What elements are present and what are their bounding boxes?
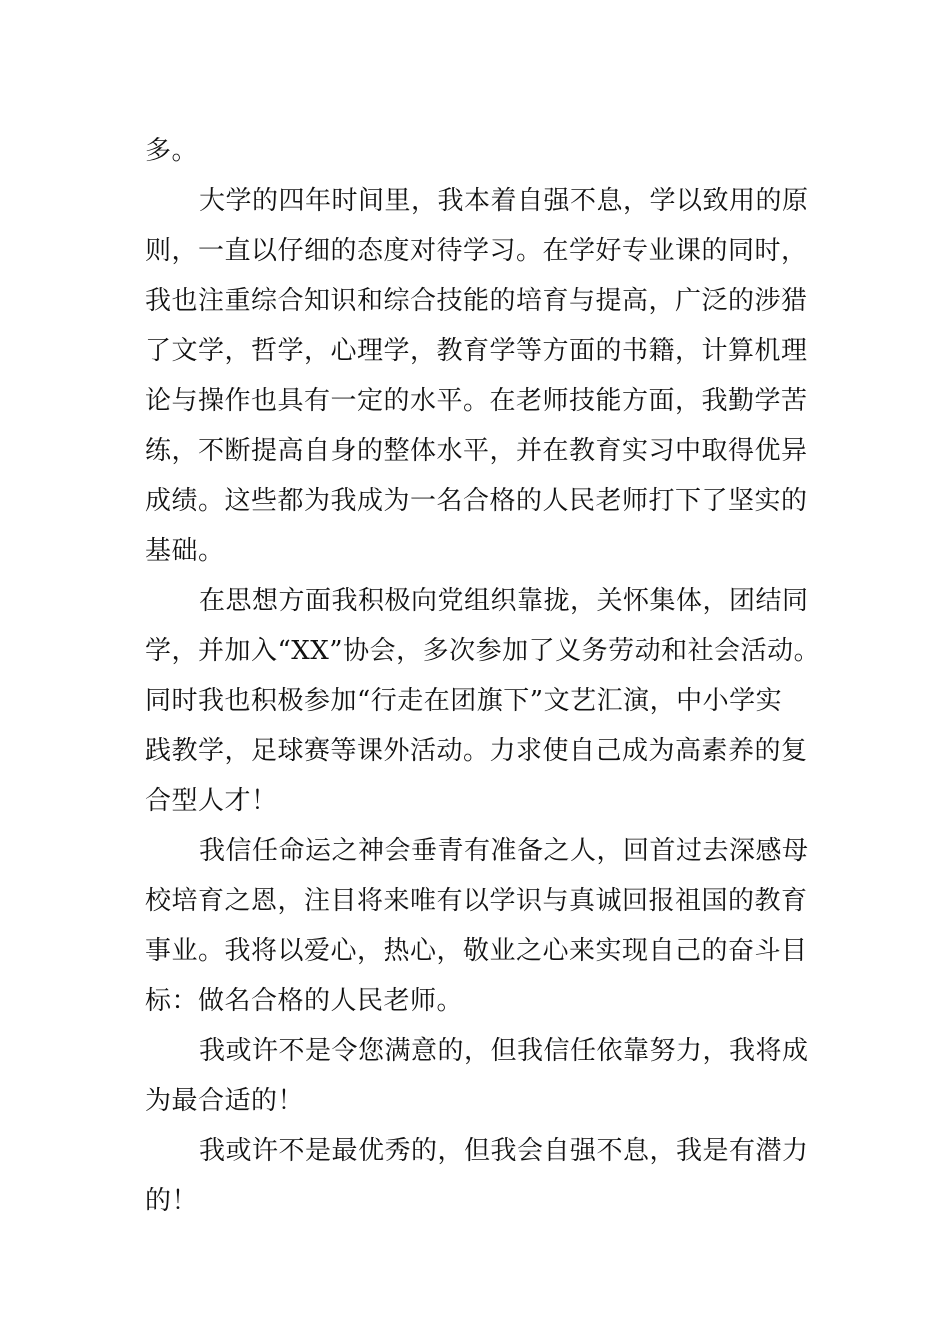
text-line: 践教学，足球赛等课外活动。力求使自己成为高素养的复 — [145, 736, 808, 766]
text-line: 多。 — [145, 136, 199, 166]
text-line: 我也注重综合知识和综合技能的培育与提高，广泛的涉猎 — [145, 286, 808, 316]
text-line: 为最合适的！ — [145, 1086, 305, 1116]
text-line: 同时我也积极参加“行走在团旗下”文艺汇演，中小学实 — [145, 686, 783, 716]
text-line: 学，并加入“XX”协会，多次参加了义务劳动和社会活动。 — [145, 636, 821, 666]
text-line: 的！ — [145, 1186, 199, 1216]
text-line: 合型人才！ — [145, 786, 278, 816]
paragraph-first-line: 我或许不是令您满意的，但我信任依靠努力，我将成 — [199, 1036, 809, 1066]
text-line: 论与操作也具有一定的水平。在老师技能方面，我勤学苦 — [145, 386, 808, 416]
paragraph-first-line: 我信任命运之神会垂青有准备之人，回首过去深感母 — [199, 836, 809, 866]
paragraph-first-line: 我或许不是最优秀的，但我会自强不息，我是有潜力 — [199, 1136, 809, 1166]
paragraph-first-line: 大学的四年时间里，我本着自强不息，学以致用的原 — [199, 186, 809, 216]
text-line: 了文学，哲学，心理学，教育学等方面的书籍，计算机理 — [145, 336, 808, 366]
text-line: 成绩。这些都为我成为一名合格的人民老师打下了坚实的 — [145, 486, 808, 516]
text-line: 练，不断提高自身的整体水平，并在教育实习中取得优异 — [145, 436, 808, 466]
document-body — [145, 126, 825, 1226]
text-line: 校培育之恩，注目将来唯有以学识与真诚回报祖国的教育 — [145, 886, 808, 916]
text-line: 基础。 — [145, 536, 225, 566]
paragraph-first-line: 在思想方面我积极向党组织靠拢，关怀集体，团结同 — [199, 586, 809, 616]
text-line: 标：做名合格的人民老师。 — [145, 986, 464, 1016]
text-line: 事业。我将以爱心，热心，敬业之心来实现自己的奋斗目 — [145, 936, 808, 966]
text-line: 则，一直以仔细的态度对待学习。在学好专业课的同时， — [145, 236, 808, 266]
